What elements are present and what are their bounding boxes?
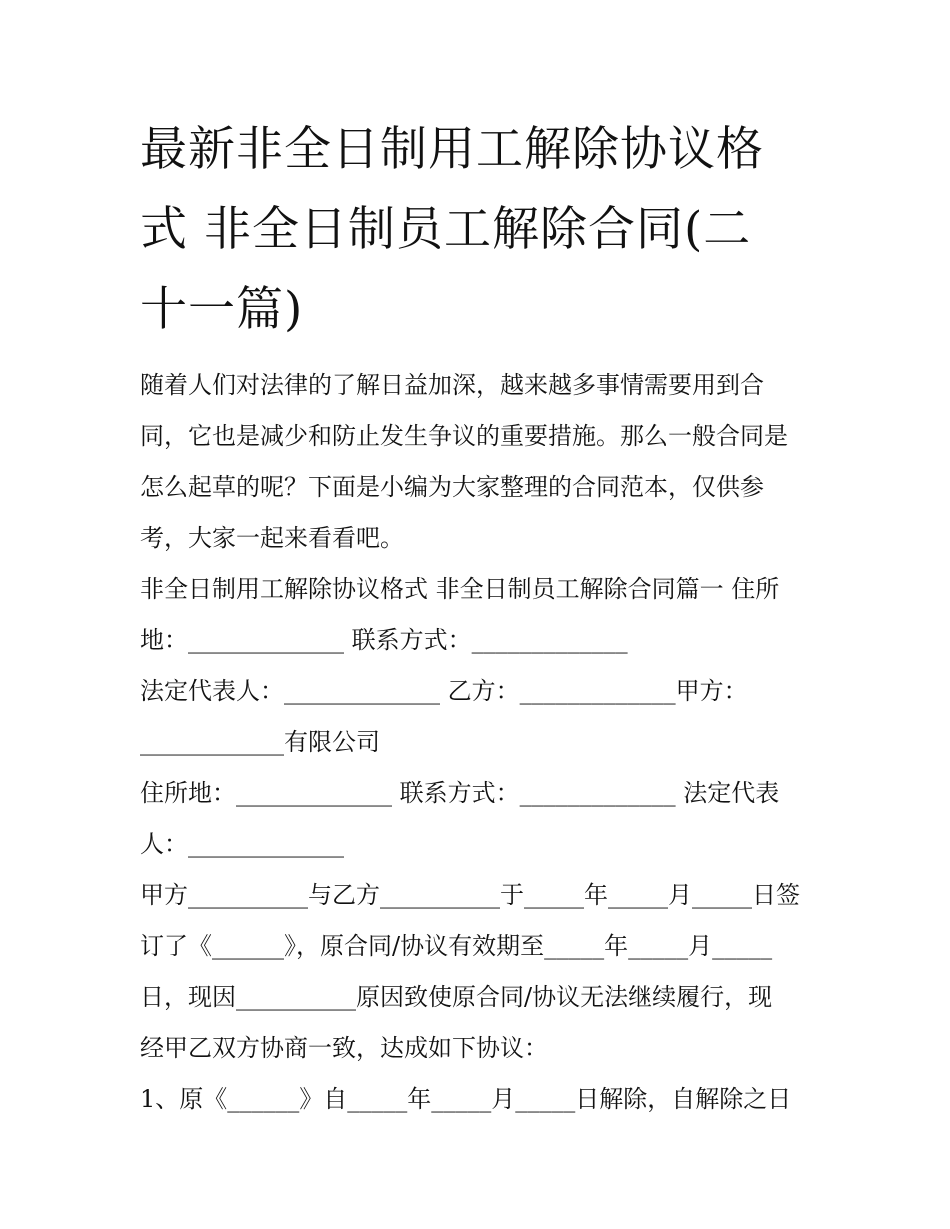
form-field-line: 地：_____________ 联系方式：_____________ (140, 626, 628, 654)
form-field-line: ____________有限公司 (140, 728, 380, 756)
form-field-line: 人：_____________ (140, 830, 344, 858)
title-line: 十一篇) (140, 282, 304, 337)
intro-paragraph-line: 同，它也是减少和防止发生争议的重要措施。那么一般合同是 (140, 422, 788, 450)
document-body (140, 360, 820, 1125)
agreement-paragraph-line: 日，现因__________原因致使原合同/协议无法继续履行，现 (140, 983, 773, 1011)
agreement-paragraph-line: 订了《______》，原合同/协议有效期至_____年_____月_____ (140, 932, 773, 960)
document-page (140, 110, 820, 1125)
document-title (140, 110, 820, 350)
agreement-paragraph-line: 甲方__________与乙方__________于_____年_____月_____日签 (140, 881, 800, 909)
title-line: 式 非全日制员工解除合同(二 (140, 202, 752, 257)
title-line: 最新非全日制用工解除协议格 (140, 122, 764, 177)
intro-paragraph-line: 考，大家一起来看看吧。 (140, 524, 404, 552)
clause-line: 1、原《______》自_____年_____月_____日解除，自解除之日 (140, 1085, 792, 1113)
section-heading-line: 非全日制用工解除协议格式 非全日制员工解除合同篇一 住所 (140, 575, 780, 603)
intro-paragraph-line: 怎么起草的呢？下面是小编为大家整理的合同范本，仅供参 (140, 473, 764, 501)
form-field-line: 住所地：_____________ 联系方式：_____________ 法定代表 (140, 779, 780, 807)
intro-paragraph-line: 随着人们对法律的了解日益加深，越来越多事情需要用到合 (140, 371, 764, 399)
form-field-line: 法定代表人：_____________ 乙方：_____________甲方： (140, 677, 748, 705)
agreement-paragraph-line: 经甲乙双方协商一致，达成如下协议： (140, 1034, 548, 1062)
